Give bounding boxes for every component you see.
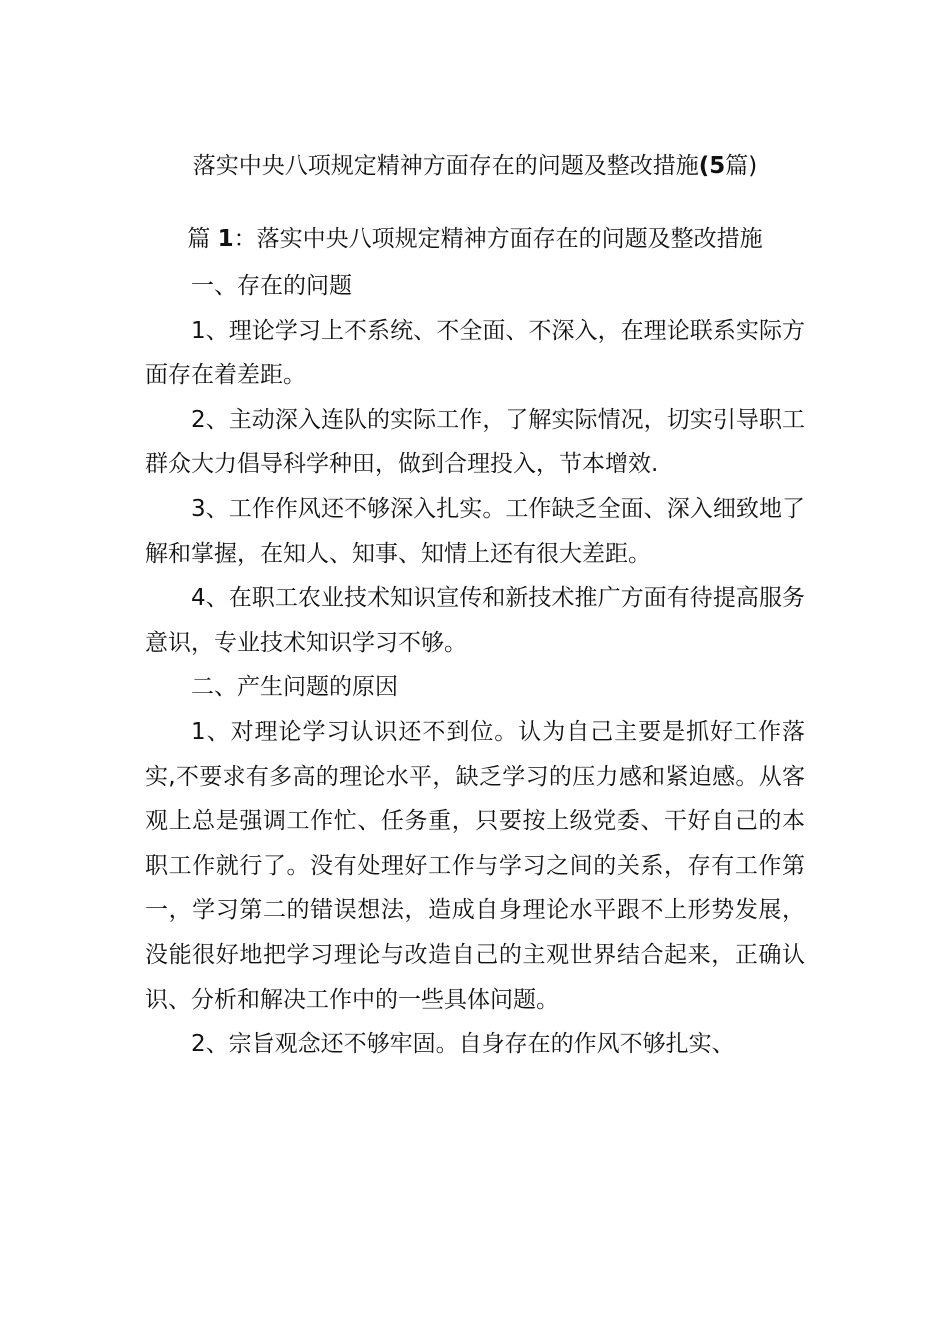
- title-count: (5: [698, 153, 726, 179]
- document-title: [145, 148, 805, 184]
- paragraph: 1、对理论学习认识还不到位。认为自己主要是抓好工作落实,不要求有多高的理论水平，缺乏学习的压力感和紧迫感。从客观上总是强调工作忙、任务重，只要按上级党委、干好自己的本职工作就行了。没有处理好工作与学习之间的关系，存有工作第一，学习第二的错误想法，造成自身理论水平跟不上形势发展，没能很好地把学习理论与改造自己的主观世界结合起来，正确认识、分析和解决工作中的一些具体问题。: [145, 718, 805, 1013]
- paragraph: 3、工作作风还不够深入扎实。工作缺乏全面、深入细致地了解和掌握，在知人、知事、知情上还有很大差距。: [145, 495, 805, 567]
- paragraph: 1、理论学习上不系统、不全面、不深入，在理论联系实际方面存在着差距。: [145, 317, 805, 389]
- document-body: [145, 264, 805, 1067]
- section-heading-problems: 一、存在的问题: [191, 273, 352, 299]
- article-heading: [145, 221, 805, 257]
- paragraph: 2、主动深入连队的实际工作，了解实际情况，切实引导职工群众大力倡导科学种田，做到合理投入，节本增效.: [145, 406, 805, 478]
- article-heading-prefix: 篇: [187, 226, 211, 252]
- article-heading-text: ：落实中央八项规定精神方面存在的问题及整改措施: [233, 226, 763, 252]
- title-main: 落实中央八项规定精神方面存在的问题及整改措施: [192, 153, 699, 179]
- article-heading-number: 1: [217, 226, 234, 252]
- paragraph: 2、宗旨观念还不够牢固。自身存在的作风不够扎实、: [191, 1031, 735, 1058]
- title-suffix: 篇): [725, 153, 758, 179]
- section-heading-causes: 二、产生问题的原因: [191, 674, 398, 701]
- paragraph: 4、在职工农业技术知识宣传和新技术推广方面有待提高服务意识，专业技术知识学习不够。: [145, 585, 805, 656]
